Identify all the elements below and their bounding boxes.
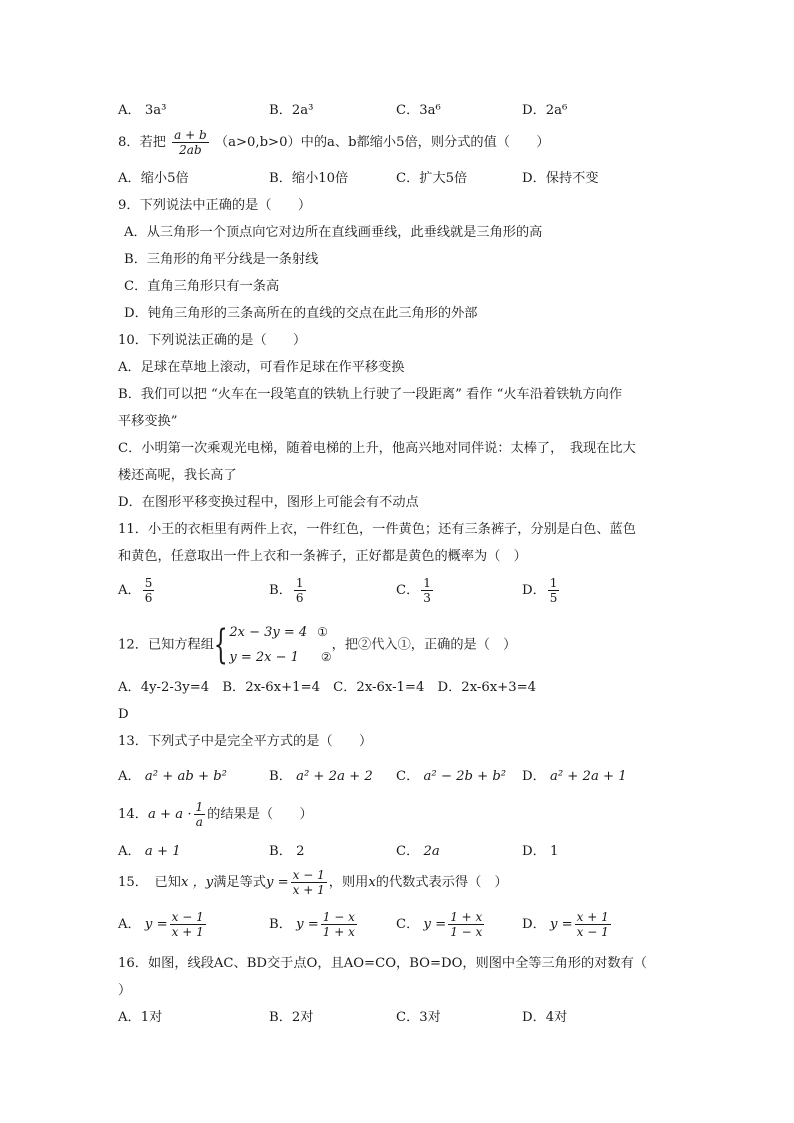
q16-stem-line1: 16．如图，线段AC、BD交于点O，且AO=CO，BO=DO，则图中全等三角形的对数有（ — [118, 956, 647, 971]
q15-option-a: A． y = $\frac{x - 1}{x + 1}$ — [118, 910, 204, 939]
q15-fraction: $\frac{x - 1}{x + 1}$ — [292, 868, 325, 897]
equation-system: 2x − 3y = 4 ① y = 2x − 1 ② — [229, 625, 332, 665]
q10-option-b-cont: 平移变换” — [118, 414, 178, 429]
q14-option-d: D． 1 — [522, 844, 559, 859]
q8-fraction: $\frac{a + b}{2ab}$ — [174, 128, 207, 157]
q7-option-b: B．2a³ — [269, 103, 314, 118]
q15-stem: 15． 已知x ，y满足等式y = $\frac{x - 1}{x + 1}$ ，则用x的代数式表示得（ ） — [118, 868, 508, 897]
q16-option-b: B．2对 — [269, 1010, 314, 1025]
q9-option-d: D．钝角三角形的三条高所在的直线的交点在此三角形的外部 — [124, 306, 478, 321]
q9-option-c: C．直角三角形只有一条高 — [124, 279, 280, 294]
q14-option-a: A． a + 1 — [118, 844, 181, 859]
q8-option-c: C．扩大5倍 — [396, 171, 468, 186]
q9-option-a: A．从三角形一个顶点向它对边所在直线画垂线，此垂线就是三角形的高 — [124, 225, 543, 240]
q14-fraction: $\frac{1}{a}$ — [195, 800, 204, 829]
q8-option-b: B．缩小10倍 — [269, 171, 349, 186]
q16-stem-line2: ） — [118, 983, 132, 998]
q16-option-c: C．3对 — [396, 1010, 441, 1025]
q14-option-b: B． 2 — [269, 844, 305, 859]
q16-option-a: A．1对 — [118, 1010, 163, 1025]
q15-option-d: D． y = $\frac{x + 1}{x - 1}$ — [522, 910, 609, 939]
q10-stem: 10．下列说法正确的是（ ） — [118, 333, 307, 348]
q13-option-c: C． a² − 2b + b² — [396, 769, 507, 784]
q11-stem-line1: 11．小王的衣柜里有两件上衣，一件红色，一件黄色；还有三条裤子，分别是白色、蓝色 — [118, 522, 636, 537]
q9-option-b: B．三角形的角平分线是一条射线 — [124, 252, 319, 267]
q14-option-c: C． 2a — [396, 844, 440, 859]
q12-options: A．4y-2-3y=4 B．2x-6x+1=4 C．2x-6x-1=4 D．2x-6x+3=4 — [118, 680, 537, 695]
q11-stem-line2: 和黄色，任意取出一件上衣和一条裤子，正好都是黄色的概率为（ ） — [118, 549, 527, 564]
q10-option-a: A．足球在草地上滚动，可看作足球在作平移变换 — [118, 360, 405, 375]
q15-option-c: C． y = $\frac{1 + x}{1 - x}$ — [396, 910, 483, 939]
q9-stem: 9．下列说法中正确的是（ ） — [118, 198, 312, 213]
q13-option-a: A． a² + ab + b² — [118, 769, 227, 784]
q8-stem: 8．若把 $\frac{a + b}{2ab}$ （a>0,b>0）中的a、b都缩小5倍，则分式的值（ ） — [118, 128, 550, 157]
q11-option-d: D． $\frac{1}{5}$ — [522, 576, 558, 605]
q8-option-a: A．缩小5倍 — [118, 171, 189, 186]
q11-option-c: C． $\frac{1}{3}$ — [396, 576, 431, 605]
q7-option-c: C．3a⁶ — [396, 103, 441, 118]
q10-option-c-cont: 楼还高呢，我长高了 — [118, 468, 237, 483]
q7-option-d: D．2a⁶ — [522, 103, 568, 118]
q12-answer: D — [118, 707, 129, 722]
q8-option-d: D．保持不变 — [522, 171, 599, 186]
q10-option-c: C．小明第一次乘观光电梯，随着电梯的上升，他高兴地对同伴说：太棒了， 我现在比大 — [118, 441, 636, 456]
q14-stem: 14．a + a · $\frac{1}{a}$ 的结果是（ ） — [118, 800, 313, 829]
q10-option-b: B．我们可以把 “火车在一段笔直的铁轨上行驶了一段距离” 看作 “火车沿着铁轨方向作 — [118, 387, 623, 402]
q13-option-d: D． a² + 2a + 1 — [522, 769, 627, 784]
q13-option-b: B． a² + 2a + 2 — [269, 769, 373, 784]
q16-option-d: D．4对 — [522, 1010, 568, 1025]
q15-option-b: B． y = $\frac{1 - x}{1 + x}$ — [269, 910, 355, 939]
q13-stem: 13．下列式子中是完全平方式的是（ ） — [118, 734, 373, 749]
brace-symbol: { — [213, 622, 228, 668]
q11-option-b: B． $\frac{1}{6}$ — [269, 576, 304, 605]
q11-option-a: A． $\frac{5}{6}$ — [118, 576, 153, 605]
q7-option-a: A． 3a³ — [118, 103, 167, 118]
q12-stem: 12．已知方程组{ 2x − 3y = 4 ① y = 2x − 1 ② ，把②代入①，正确的是（ ） — [118, 622, 517, 668]
q10-option-d: D．在图形平移变换过程中，图形上可能会有不动点 — [118, 495, 419, 510]
